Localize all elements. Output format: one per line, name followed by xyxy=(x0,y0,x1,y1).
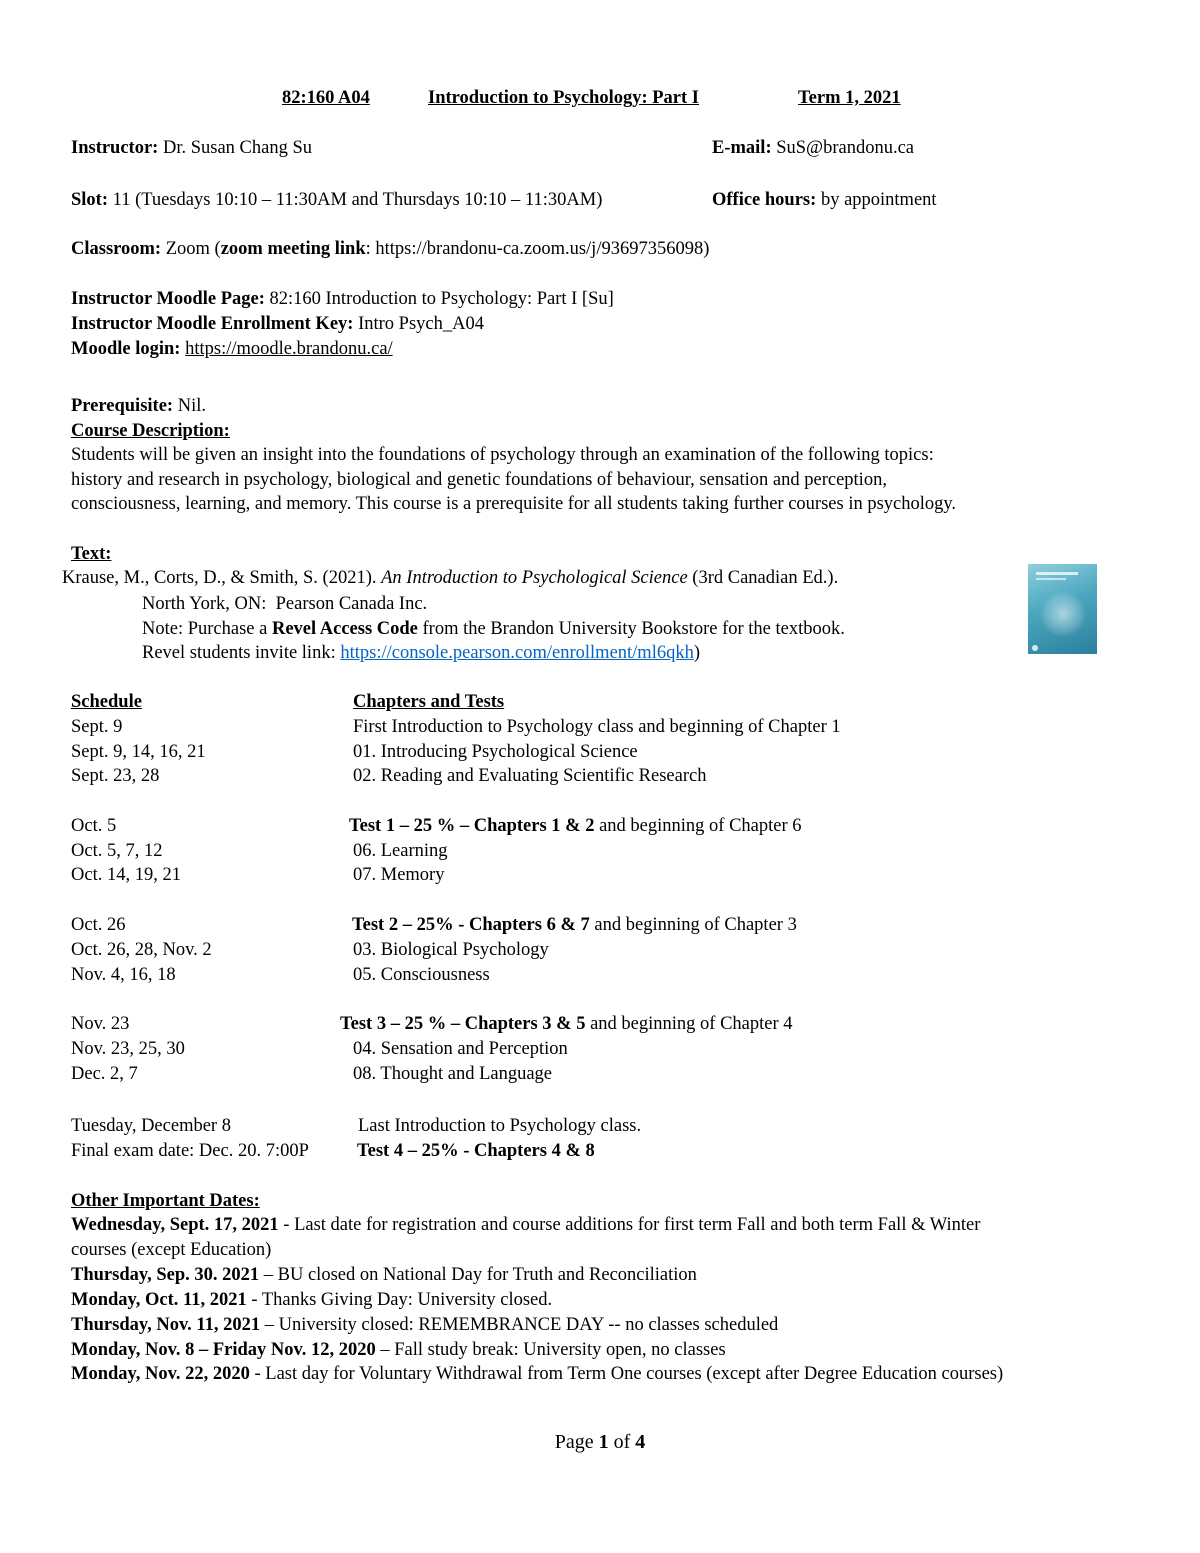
slot-value: 11 (Tuesdays 10:10 – 11:30AM and Thursdays 10:10 – 11:30AM) xyxy=(108,190,603,210)
invite-suffix: ) xyxy=(693,643,701,663)
office-hours-label: Office hours: xyxy=(712,190,817,210)
important-date: Monday, Nov. 22, 2020 xyxy=(71,1364,250,1384)
schedule-date: Dec. 2, 7 xyxy=(71,1064,138,1084)
schedule-date: Sept. 23, 28 xyxy=(71,766,160,786)
test-rest: and beginning of Chapter 4 xyxy=(585,1014,793,1034)
important-date-text: – University closed: REMEMBRANCE DAY -- no classes scheduled xyxy=(260,1315,779,1335)
schedule-test-item xyxy=(349,814,802,838)
schedule-date: Tuesday, December 8 xyxy=(71,1116,231,1136)
moodle-login-label: Moodle login: xyxy=(71,339,181,359)
note-prefix: Note: Purchase a xyxy=(142,619,272,639)
prerequisite-line xyxy=(71,394,206,418)
schedule-item: 07. Memory xyxy=(353,865,445,885)
test-label: Test 1 – 25 % – Chapters 1 & 2 xyxy=(349,816,595,836)
course-description-line: consciousness, learning, and memory. This course is a prerequisite for all students taking further courses in psychology. xyxy=(71,494,957,514)
schedule-item: 04. Sensation and Perception xyxy=(353,1039,568,1059)
course-header xyxy=(0,86,1200,110)
important-dates-heading: Other Important Dates: xyxy=(71,1191,260,1211)
text-invite xyxy=(142,641,700,665)
schedule-date: Oct. 5 xyxy=(71,816,117,836)
zoom-link[interactable]: : https://brandonu-ca.zoom.us/j/93697356098) xyxy=(365,239,710,259)
important-date: Wednesday, Sept. 17, 2021 xyxy=(71,1215,279,1235)
important-date-text: – Fall study break: University open, no classes xyxy=(375,1340,726,1360)
slot-line xyxy=(71,188,602,212)
important-date-text: - Last date for registration and course additions for first term Fall and both term Fall & Winter xyxy=(278,1215,981,1235)
schedule-test-item xyxy=(352,913,797,937)
schedule-date: Nov. 4, 16, 18 xyxy=(71,965,176,985)
instructor-line xyxy=(71,136,312,160)
zoom-link-label: zoom meeting link xyxy=(220,239,366,259)
text-citation xyxy=(62,566,838,590)
schedule-date: Final exam date: Dec. 20. 7:00P xyxy=(71,1141,309,1161)
moodle-page-line xyxy=(71,287,614,311)
moodle-page-value: 82:160 Introduction to Psychology: Part I [Su] xyxy=(264,289,614,309)
revel-invite-link[interactable]: https://console.pearson.com/enrollment/ml6qkh xyxy=(340,643,694,663)
important-date-text: - Thanks Giving Day: University closed. xyxy=(246,1290,553,1310)
moodle-login-link[interactable]: https://moodle.brandonu.ca/ xyxy=(185,339,393,359)
schedule-date: Sept. 9 xyxy=(71,717,123,737)
moodle-key-line xyxy=(71,312,484,336)
test-label: Test 3 – 25 % – Chapters 3 & 5 xyxy=(340,1014,586,1034)
moodle-page-label: Instructor Moodle Page: xyxy=(71,289,265,309)
schedule-date: Sept. 9, 14, 16, 21 xyxy=(71,742,206,762)
important-date-text: - Last day for Voluntary Withdrawal from Term One courses (except after Degree Education courses) xyxy=(249,1364,1004,1384)
schedule-item: First Introduction to Psychology class and beginning of Chapter 1 xyxy=(353,717,841,737)
text-publisher: North York, ON: Pearson Canada Inc. xyxy=(142,594,428,614)
schedule-date: Oct. 26, 28, Nov. 2 xyxy=(71,940,212,960)
classroom-line xyxy=(71,237,709,261)
of-word: of xyxy=(608,1431,636,1453)
schedule-item: 03. Biological Psychology xyxy=(353,940,549,960)
schedule-date: Oct. 5, 7, 12 xyxy=(71,841,163,861)
text-heading: Text: xyxy=(71,544,112,564)
schedule-date: Oct. 26 xyxy=(71,915,126,935)
note-suffix: from the Brandon University Bookstore for the textbook. xyxy=(417,619,845,639)
prerequisite-value: Nil. xyxy=(173,396,206,416)
important-date-item xyxy=(71,1263,697,1287)
schedule-item: 01. Introducing Psychological Science xyxy=(353,742,638,762)
course-description-line: history and research in psychology, biological and genetic foundations of behaviour, sensation and perception, xyxy=(71,470,887,490)
important-date-item xyxy=(71,1362,1003,1386)
important-date-continuation: courses (except Education) xyxy=(71,1240,272,1260)
schedule-date: Nov. 23 xyxy=(71,1014,130,1034)
important-date-item xyxy=(71,1288,552,1312)
schedule-date: Nov. 23, 25, 30 xyxy=(71,1039,185,1059)
page-word: Page xyxy=(554,1431,599,1453)
course-term: Term 1, 2021 xyxy=(798,88,901,108)
citation-authors: Krause, M., Corts, D., & Smith, S. (2021). xyxy=(62,568,382,588)
schedule-test-item xyxy=(340,1012,793,1036)
citation-title: An Introduction to Psychological Science xyxy=(381,568,688,588)
schedule-heading: Schedule xyxy=(71,692,142,712)
test-label: Test 4 – 25% - Chapters 4 & 8 xyxy=(357,1141,595,1161)
office-hours-line xyxy=(712,188,937,212)
schedule-item: 08. Thought and Language xyxy=(353,1064,553,1084)
moodle-key-value: Intro Psych_A04 xyxy=(353,314,484,334)
email-value[interactable]: SuS@brandonu.ca xyxy=(771,138,915,158)
text-note xyxy=(142,617,845,641)
schedule-item: Last Introduction to Psychology class. xyxy=(358,1116,642,1136)
test-rest: and beginning of Chapter 6 xyxy=(594,816,802,836)
important-date: Monday, Oct. 11, 2021 xyxy=(71,1290,247,1310)
invite-label: Revel students invite link: xyxy=(142,643,341,663)
important-date-item xyxy=(71,1213,980,1237)
email-label: E-mail: xyxy=(712,138,772,158)
important-date: Monday, Nov. 8 – Friday Nov. 12, 2020 xyxy=(71,1340,376,1360)
page-number: 1 xyxy=(598,1431,609,1453)
schedule-item: 06. Learning xyxy=(353,841,448,861)
moodle-key-label: Instructor Moodle Enrollment Key: xyxy=(71,314,354,334)
textbook-cover-image xyxy=(1028,564,1097,654)
course-code: 82:160 A04 xyxy=(282,88,370,108)
important-date: Thursday, Sep. 30. 2021 xyxy=(71,1265,260,1285)
slot-label: Slot: xyxy=(71,190,108,210)
revel-access-code: Revel Access Code xyxy=(271,619,418,639)
course-description-heading: Course Description: xyxy=(71,421,230,441)
page-footer xyxy=(0,1431,1200,1454)
schedule-item: 02. Reading and Evaluating Scientific Research xyxy=(353,766,707,786)
prerequisite-label: Prerequisite: xyxy=(71,396,174,416)
schedule-item: 05. Consciousness xyxy=(353,965,490,985)
important-date-item xyxy=(71,1313,778,1337)
office-hours-value: by appointment xyxy=(816,190,937,210)
chapters-tests-heading: Chapters and Tests xyxy=(353,692,505,712)
email-line xyxy=(712,136,914,160)
instructor-name: Dr. Susan Chang Su xyxy=(158,138,313,158)
test-label: Test 2 – 25% - Chapters 6 & 7 xyxy=(352,915,590,935)
instructor-label: Instructor: xyxy=(71,138,159,158)
moodle-login-line xyxy=(71,337,393,361)
course-title: Introduction to Psychology: Part I xyxy=(428,88,699,108)
important-date-item xyxy=(71,1338,726,1362)
important-date-text: – BU closed on National Day for Truth and Reconciliation xyxy=(259,1265,697,1285)
citation-edition: (3rd Canadian Ed.). xyxy=(687,568,839,588)
schedule-date: Oct. 14, 19, 21 xyxy=(71,865,181,885)
important-date: Thursday, Nov. 11, 2021 xyxy=(71,1315,261,1335)
test-rest: and beginning of Chapter 3 xyxy=(589,915,797,935)
classroom-value: Zoom ( xyxy=(161,239,221,259)
course-description-line: Students will be given an insight into the foundations of psychology through an examination of the following topics: xyxy=(71,445,934,465)
schedule-test-item xyxy=(357,1139,595,1163)
page-total: 4 xyxy=(635,1431,646,1453)
classroom-label: Classroom: xyxy=(71,239,162,259)
